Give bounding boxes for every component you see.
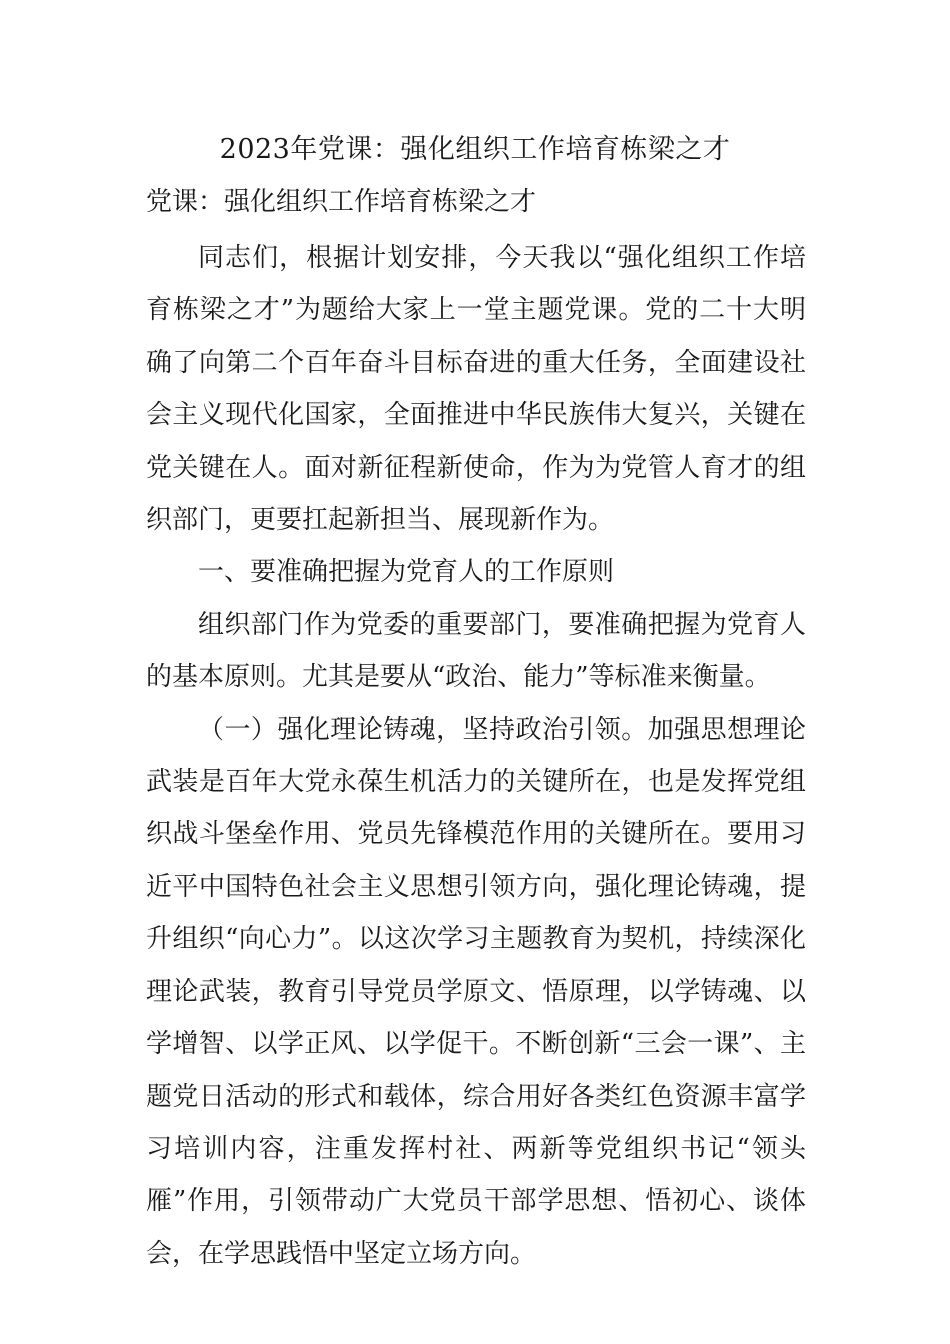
paragraph-intro: 同志们，根据计划安排，今天我以“强化组织工作培育栋梁之才”为题给大家上一堂主题党课。党的二十大明确了向第二个百年奋斗目标奋进的重大任务，全面建设社会主义现代化国家，全面推进中华民族伟大复兴，关键在党关键在人。面对新征程新使命，作为为党管人育才的组织部门，更要扛起新担当、展现新作为。: [146, 243, 806, 536]
document-body: [146, 232, 806, 1280]
paragraph-subsection-1: （一）强化理论铸魂，坚持政治引领。加强思想理论武装是百年大党永葆生机活力的关键所在，也是发挥党组织战斗堡垒作用、党员先锋模范作用的关键所在。要用习近平中国特色社会主义思想引领方向，强化理论铸魂，提升组织“向心力”。以这次学习主题教育为契机，持续深化理论武装，教育引导党员学原文、悟原理，以学铸魂、以学增智、以学正风、以学促干。不断创新“三会一课”、主题党日活动的形式和载体，综合用好各类红色资源丰富学习培训内容，注重发挥村社、两新等党组织书记“领头雁”作用，引领带动广大党员干部学思想、悟初心、谈体会，在学思践悟中坚定立场方向。: [146, 714, 806, 1269]
paragraph-section-1-intro: 组织部门作为党委的重要部门，要准确把握为党育人的基本原则。尤其是要从“政治、能力”等标准来衡量。: [146, 609, 806, 693]
section-heading-1: 一、要准确把握为党育人的工作原则: [198, 557, 615, 588]
document-title: 2023年党课：强化组织工作培育栋梁之才: [219, 134, 731, 165]
document-subtitle: 党课：强化组织工作培育栋梁之才: [146, 187, 537, 217]
